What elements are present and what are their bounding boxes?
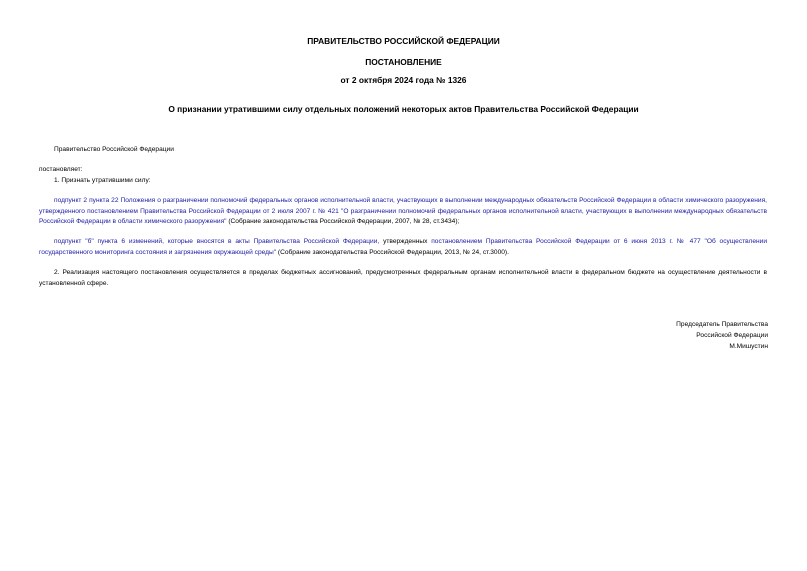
item-2: 2. Реализация настоящего постановления осуществляется в пределах бюджетных ассигнований, предусмотренных федеральным органам исполнительной власти в федеральном бюджете на осуществление деятельности в установленной сфере. [39, 269, 767, 287]
document-title: О признании утратившими силу отдельных положений некоторых актов Правительства Российской Федерации [168, 104, 639, 114]
item-1: 1. Признать утратившими силу: [54, 177, 151, 184]
resolves-line: постановляет: [39, 166, 83, 173]
subitem-1 [39, 196, 767, 228]
subitem-2-reference: (Собрание законодательства Российской Федерации, 2013, № 24, ст.3000). [276, 248, 509, 256]
subitem-1-reference: (Собрание законодательства Российской Федерации, 2007, № 28, ст.3434); [226, 218, 460, 225]
signature-country: Российской Федерации [696, 332, 768, 339]
subitem-2-connector: утвержденных [379, 238, 432, 245]
subitem-2-link-a[interactable]: подпункт "б" пункта 6 изменений, которые вносятся в акты Правительства Российской Федерации, [54, 238, 380, 245]
signature-position: Председатель Правительства [676, 321, 768, 328]
intro-line: Правительство Российской Федерации [54, 146, 174, 153]
issuing-authority: ПРАВИТЕЛЬСТВО РОССИЙСКОЙ ФЕДЕРАЦИИ [307, 36, 500, 46]
subitem-2-link-b[interactable]: постановлением Правительства Российской Федерации от 6 июня 2013 г. № 477 "Об осуществлении государственного мониторинга состояния и загрязнения окружающей среды" [39, 238, 768, 256]
document-date-number: от 2 октября 2024 года № 1326 [340, 75, 467, 85]
document-type: ПОСТАНОВЛЕНИЕ [365, 57, 442, 67]
signature-name: М.Мишустин [729, 343, 768, 350]
subitem-1-link[interactable]: подпункт 2 пункта 22 Положения о разграничении полномочий федеральных органов исполнительной власти, участвующих в выполнении международных обязательств Российской Федерации в области химического разоружения, утвержденного постановлением Правительства Российской Федерации от 2 июля 2007 г. № 421 "О разграничении полномочий федеральных органов исполнительной власти, участвующих в выполнении международных обязательств Российской Федерации в области химического разоружения" [39, 197, 767, 225]
subitem-2 [39, 237, 767, 258]
